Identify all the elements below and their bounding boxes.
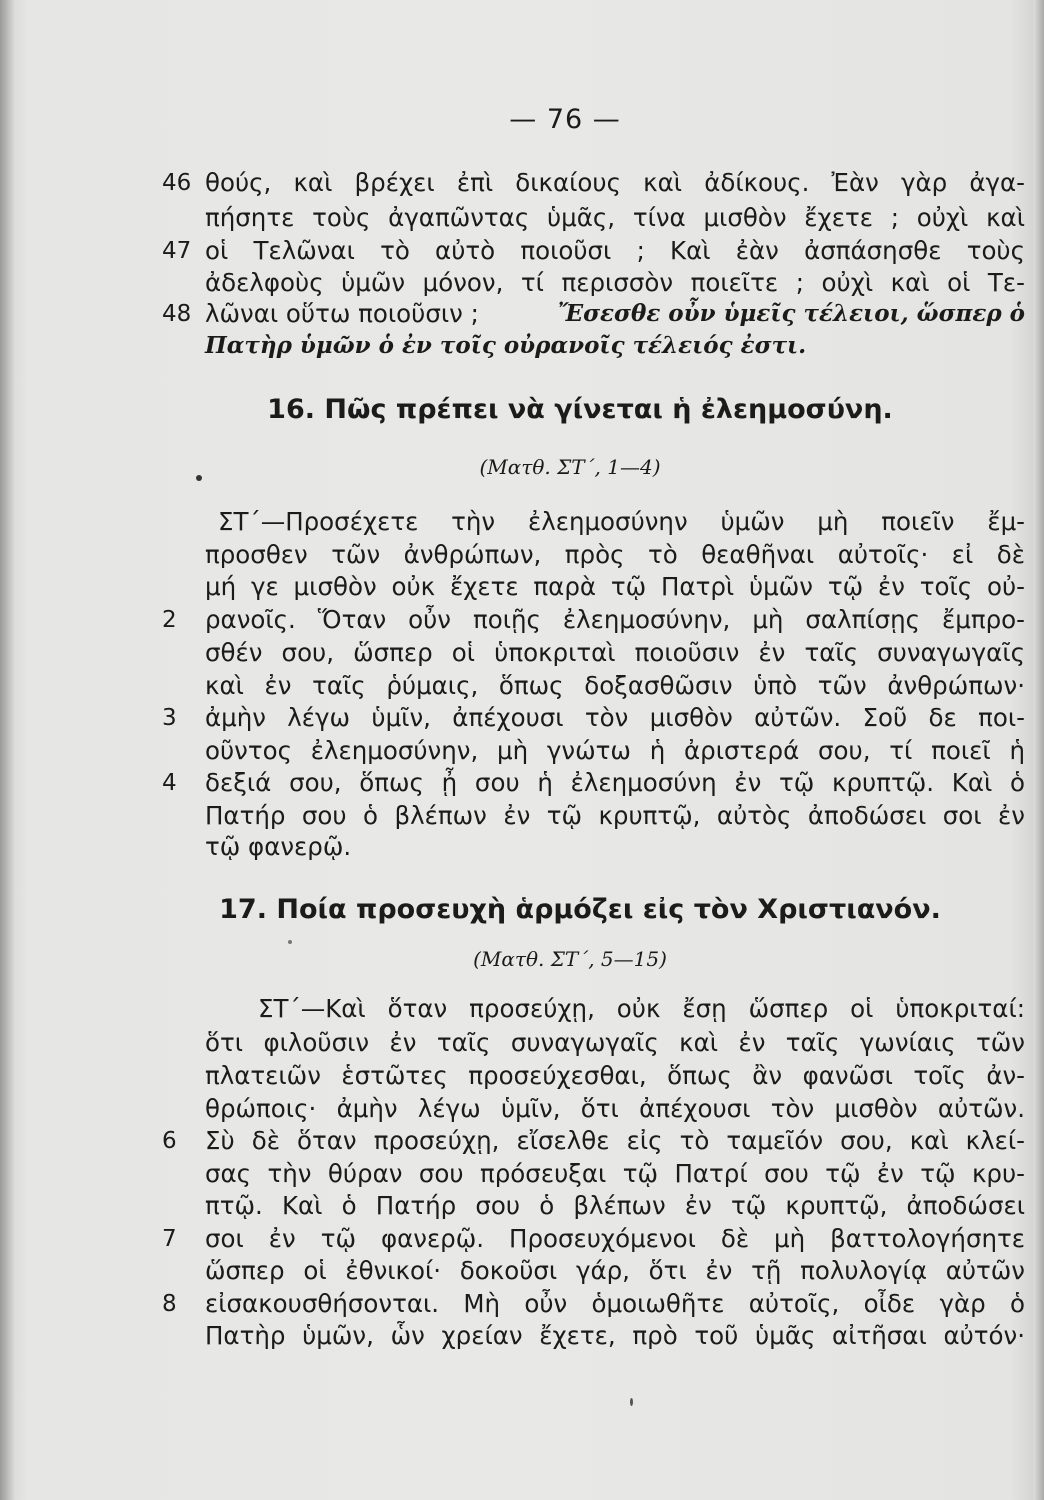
text-line [0,505,1044,539]
line-text: δεξιά σου, ὅπως ᾖ σου ἡ ἐλεημοσύνη ἐν τῷ κρυπτῷ. Καὶ ὁ [205,768,1025,797]
text-line [0,830,1044,864]
verse-number: 48 [162,301,192,327]
page-number: — 76 — [509,104,621,135]
text-line [0,166,1044,200]
line-text: πτῷ. Καὶ ὁ Πατήρ σου ὁ βλέπων ἐν τῷ κρυπτῷ, ἀποδώσει [205,1191,1025,1220]
line-text: σας τὴν θύραν σου πρόσευξαι τῷ Πατρί σου τῷ ἐν τῷ κρυ- [205,1159,1025,1188]
text-line [0,1222,1044,1256]
line-text: Πατὴρ ὑμῶν, ὧν χρείαν ἔχετε, πρὸ τοῦ ὑμᾶς αἰτῆσαι αὐτόν· [205,1321,1025,1350]
text-line [0,701,1044,735]
line-text: προσθεν τῶν ἀνθρώπων, πρὸς τὸ θεαθῆναι αὐτοῖς· εἰ δὲ [205,540,1025,569]
line-text: ὅτι φιλοῦσιν ἐν ταῖς συναγωγαῖς καὶ ἐν ταῖς γωνίαις τῶν [205,1028,1025,1057]
text-line [0,1092,1044,1126]
line-text: καὶ ἐν ταῖς ῥύμαις, ὅπως δοξασθῶσιν ὑπὸ τῶν ἀνθρώπων· [205,671,1025,700]
line-text: σοι ἐν τῷ φανερῷ. Προσευχόμενοι δὲ μὴ βαττολογήσητε [205,1224,1025,1253]
verse-number: 4 [162,770,177,796]
verse-number: 8 [162,1291,177,1317]
line-text: Πατήρ σου ὁ βλέπων ἐν τῷ κρυπτῷ, αὐτὸς ἀποδώσει σοι ἐν [205,801,1025,830]
line-text: ἀμὴν λέγω ὑμῖν, ἀπέχουσι τὸν μισθὸν αὐτῶν. Σοῦ δε ποι- [205,703,1025,732]
text-line [0,329,1044,363]
section-16-reference: (Ματθ. ΣΤ΄, 1—4) [479,455,661,479]
text-line [0,1319,1044,1353]
line-text [205,297,1025,331]
text-line [0,234,1044,268]
section-17-heading: 17. Ποία προσευχὴ ἁρμόζει εἰς τὸν Χριστιανόν. [219,894,941,925]
text-line [0,201,1044,235]
text-line [0,1124,1044,1158]
line-text: Σὺ δὲ ὅταν προσεύχῃ, εἴσελθε εἰς τὸ ταμεῖόν σου, καὶ κλεί- [205,1126,1025,1155]
verse-number: 46 [162,170,192,196]
text-line [0,1287,1044,1321]
verse-number: 7 [162,1226,177,1252]
scan-speck [630,1398,633,1406]
line-text: θούς, καὶ βρέχει ἐπὶ δικαίους καὶ ἀδίκους. Ἐὰν γὰρ ἀγα- [205,168,1025,197]
text-line [0,734,1044,768]
text-line [0,1254,1044,1288]
line-text: οῦντος ἐλεημοσύνην, μὴ γνώτω ἡ ἀριστερά σου, τί ποιεῖ ἡ [205,736,1025,765]
text-line [0,1157,1044,1191]
line-text-italic: Ἔσεσθε οὖν ὑμεῖς τέλειοι, ὥσπερ ὁ [557,300,1025,327]
text-line [0,1026,1044,1060]
line-text-italic: Πατὴρ ὑμῶν ὁ ἐν τοῖς οὐρανοῖς τέλειός ἐστι. [205,332,807,359]
line-text: οἱ Τελῶναι τὸ αὐτὸ ποιοῦσι ; Καὶ ἐὰν ἀσπάσησθε τοὺς [205,236,1025,265]
text-line [0,538,1044,572]
text-line [0,297,1044,331]
line-text: τῷ φανερῷ. [205,832,352,861]
text-line [0,799,1044,833]
line-text: θρώποις· ἀμὴν λέγω ὑμῖν, ὅτι ἀπέχουσι τὸν μισθὸν αὐτῶν. [205,1094,1025,1123]
text-line [0,1189,1044,1223]
line-text: σθέν σου, ὥσπερ οἱ ὑποκριταὶ ποιοῦσιν ἐν ταῖς συναγωγαῖς [205,638,1025,667]
verse-number: 6 [162,1128,177,1154]
line-text: ρανοῖς. Ὅταν οὖν ποιῇς ἐλεημοσύνην, μὴ σαλπίσῃς ἔμπρο- [205,605,1025,634]
line-text-regular: λῶναι οὕτω ποιοῦσιν ; [205,299,479,328]
line-text: ΣΤ΄—Καὶ ὅταν προσεύχῃ, οὐκ ἔσῃ ὥσπερ οἱ ὑποκριταί: [258,994,1025,1023]
line-text: μή γε μισθὸν οὐκ ἔχετε παρὰ τῷ Πατρὶ ὑμῶν τῷ ἐν τοῖς οὐ- [205,572,1025,601]
text-line [0,266,1044,300]
line-text: πήσητε τοὺς ἀγαπῶντας ὑμᾶς, τίνα μισθὸν ἔχετε ; οὐχὶ καὶ [205,203,1025,232]
scan-speck [288,940,292,944]
line-text: εἰσακουσθήσονται. Μὴ οὖν ὁμοιωθῆτε αὐτοῖς, οἶδε γὰρ ὁ [205,1289,1025,1318]
verse-number: 47 [162,238,192,264]
text-line [0,636,1044,670]
scan-speck [196,475,202,481]
line-text: ΣΤ΄—Προσέχετε τὴν ἐλεημοσύνην ὑμῶν μὴ ποιεῖν ἔμ- [218,507,1025,536]
line-text: πλατειῶν ἑστῶτες προσεύχεσθαι, ὅπως ἂν φανῶσι τοῖς ἀν- [205,1061,1025,1090]
section-17-reference: (Ματθ. ΣΤ΄, 5—15) [473,947,667,971]
verse-number: 3 [162,705,177,731]
verse-number: 2 [162,607,177,633]
text-line [0,570,1044,604]
text-line [0,1059,1044,1093]
line-text: ὥσπερ οἱ ἐθνικοί· δοκοῦσι γάρ, ὅτι ἐν τῇ πολυλογίᾳ αὐτῶν [205,1256,1025,1285]
text-line [0,992,1044,1026]
text-line [0,766,1044,800]
text-line [0,603,1044,637]
line-text: ἀδελφοὺς ὑμῶν μόνον, τί περισσὸν ποιεῖτε ; οὐχὶ καὶ οἱ Τε- [205,268,1025,297]
section-16-heading: 16. Πῶς πρέπει νὰ γίνεται ἡ ἐλεημοσύνη. [267,394,893,425]
text-line [0,669,1044,703]
